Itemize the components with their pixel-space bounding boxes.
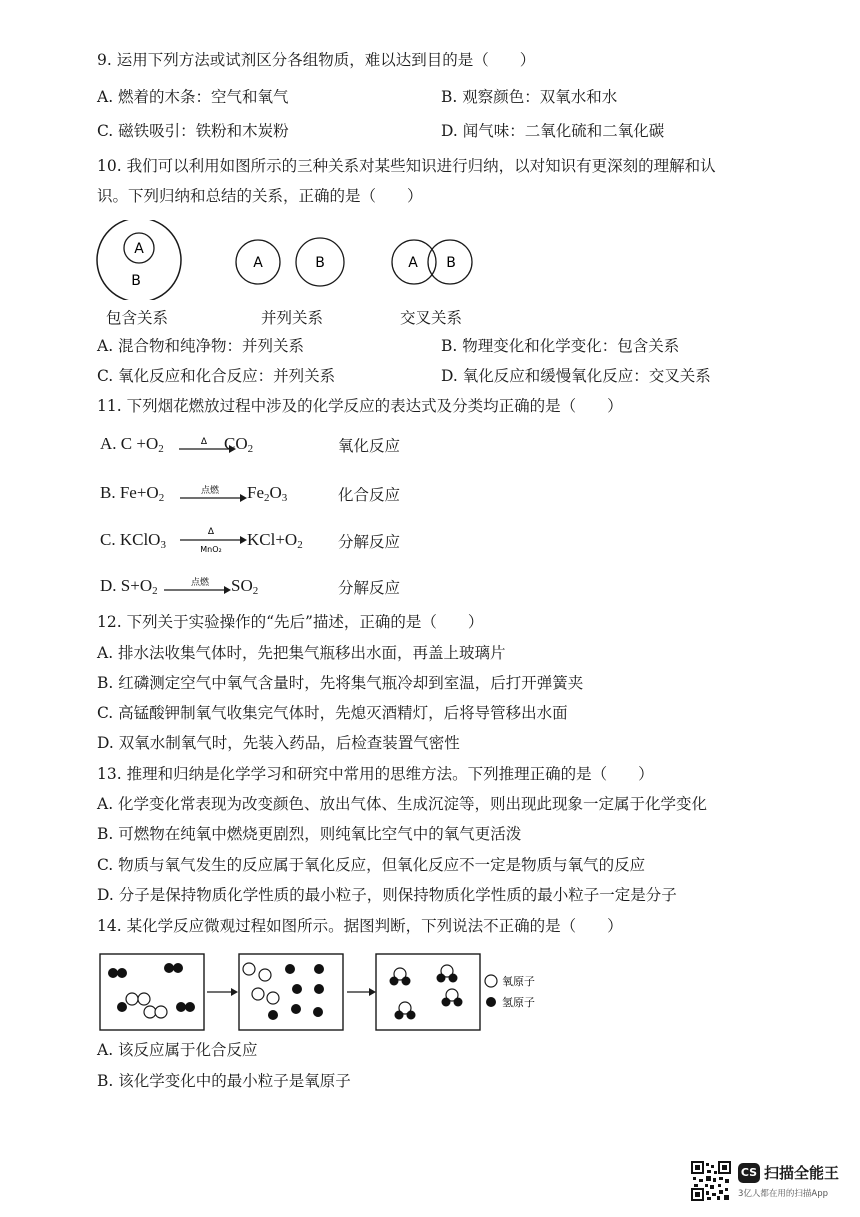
legend-hydrogen-icon [486, 997, 496, 1007]
q11-d-condition: 点燃 [190, 578, 210, 588]
q12-option-b: B. 红磷测定空气中氧气含量时，先将集气瓶冷却到室温，后打开弹簧夹 [97, 674, 584, 692]
intersect-label-a: A [408, 255, 418, 271]
hydrogen-atom [176, 1002, 186, 1012]
hydrogen-atom [292, 984, 302, 994]
q11-c-catalyst: MnO₂ [200, 545, 222, 554]
reaction-arrowhead-1 [231, 988, 238, 996]
hydrogen-atom [291, 1004, 301, 1014]
q11-b-condition: 点燃 [200, 486, 220, 496]
oxygen-atom [252, 988, 264, 1000]
q13-option-a: A. 化学变化常表现为改变颜色、放出气体、生成沉淀等，则出现此现象一定属于化学变化 [97, 795, 708, 813]
q9-stem: 9. 运用下列方法或试剂区分各组物质，难以达到目的是（ ） [97, 51, 536, 69]
q11-c-arrow [178, 522, 248, 556]
legend-oxygen-label: 氧原子 [502, 975, 535, 988]
oxygen-atom [138, 993, 150, 1005]
oxygen-atom [126, 993, 138, 1005]
q12-stem: 12. 下列关于实验操作的“先后”描述，正确的是（ ） [97, 613, 484, 631]
qr-code-icon [691, 1161, 731, 1201]
hydrogen-atom [117, 968, 127, 978]
q11-c-reactants: KClO [119, 530, 161, 549]
q13-stem: 13. 推理和归纳是化学学习和研究中常用的思维方法。下列推理正确的是（ ） [97, 765, 654, 783]
q11-d-reactants: S+O [120, 576, 153, 595]
q11-d-products [231, 576, 258, 597]
q11-a-type: 氧化反应 [338, 437, 401, 455]
parallel-label-a: A [253, 255, 263, 271]
q11-b-products-formula2: O [269, 483, 282, 502]
q14-reaction-diagram [97, 950, 567, 1040]
q10-option-b: B. 物理变化和化学变化：包含关系 [441, 337, 680, 355]
hydrogen-atom [108, 968, 118, 978]
q11-b-reactants: Fe+O [119, 483, 159, 502]
q11-b-products [247, 483, 287, 504]
q11-a-letter: A. [100, 434, 117, 453]
hydrogen-atom [164, 963, 174, 973]
camscanner-brand-name: 扫描全能王 [764, 1164, 840, 1182]
q11-b-reactants-sub: 2 [158, 492, 165, 504]
q10-caption-intersect: 交叉关系 [400, 309, 463, 327]
q10-caption-inclusion: 包含关系 [106, 309, 169, 327]
q13-option-d: D. 分子是保持物质化学性质的最小粒子，则保持物质化学性质的最小粒子一定是分子 [97, 886, 677, 904]
hydrogen-atom [268, 1010, 278, 1020]
intersect-label-b: B [446, 255, 456, 271]
q11-c-reactants-sub: 3 [160, 539, 166, 551]
q9-option-a: A. 燃着的木条：空气和氧气 [97, 88, 289, 106]
q11-b-type: 化合反应 [338, 486, 401, 504]
q12-option-d: D. 双氧水制氧气时，先装入药品，后检查装置气密性 [97, 734, 460, 752]
q11-d-letter: D. [100, 576, 117, 595]
q10-option-c: C. 氧化反应和化合反应：并列关系 [97, 367, 336, 385]
q11-b-letter: B. [100, 483, 116, 502]
q11-equation-b [100, 483, 164, 504]
oxygen-atom [259, 969, 271, 981]
q11-a-products [224, 434, 253, 455]
q11-equation-d [100, 576, 158, 597]
water-molecule [437, 965, 458, 983]
q11-a-condition: Δ [200, 437, 208, 447]
q12-option-a: A. 排水法收集气体时，先把集气瓶移出水面，再盖上玻璃片 [97, 644, 506, 662]
reactants-box [100, 954, 204, 1030]
q11-equation-a [100, 434, 164, 455]
q11-equation-c [100, 530, 166, 551]
q10-stem-line2: 识。下列归纳和总结的关系，正确的是（ ） [97, 187, 423, 205]
legend-hydrogen-label: 氢原子 [502, 996, 535, 1009]
q9-option-c: C. 磁铁吸引：铁粉和木炭粉 [97, 122, 289, 140]
q14-option-a: A. 该反应属于化合反应 [97, 1041, 258, 1059]
q11-a-products-sub: 2 [247, 443, 254, 455]
camscanner-tagline: 3亿人都在用的扫描App [738, 1189, 829, 1199]
hydrogen-atom [285, 964, 295, 974]
q10-caption-parallel: 并列关系 [261, 309, 324, 327]
q11-d-products-formula: SO [231, 576, 253, 595]
q14-option-b: B. 该化学变化中的最小粒子是氧原子 [97, 1072, 351, 1090]
hydrogen-atom [185, 1002, 195, 1012]
water-molecule [395, 1002, 416, 1020]
oxygen-atom [155, 1006, 167, 1018]
hydrogen-atom [173, 963, 183, 973]
q9-option-d: D. 闻气味：二氧化硫和二氧化碳 [441, 122, 665, 140]
parallel-label-b: B [315, 255, 325, 271]
hydrogen-atom [314, 964, 324, 974]
q11-c-products-formula: KCl+O [247, 530, 298, 549]
water-molecule [390, 968, 411, 986]
q13-option-b: B. 可燃物在纯氧中燃烧更剧烈，则纯氧比空气中的氧气更活泼 [97, 825, 522, 843]
oxygen-atom [267, 992, 279, 1004]
q11-b-products-formula: Fe [247, 483, 264, 502]
products-box [376, 954, 480, 1030]
q11-a-reactants-sub: 2 [158, 443, 164, 455]
q11-a-products-formula: CO [224, 434, 248, 453]
inclusion-label-a: A [134, 241, 144, 257]
q11-d-products-sub: 2 [252, 585, 259, 597]
oxygen-atom [144, 1006, 156, 1018]
q9-option-b: B. 观察颜色：双氧水和水 [441, 88, 618, 106]
reaction-arrowhead-2 [369, 988, 376, 996]
legend-oxygen-icon [485, 975, 497, 987]
hydrogen-atom [314, 984, 324, 994]
q11-c-products [247, 530, 303, 551]
hydrogen-atom [117, 1002, 127, 1012]
q11-c-type: 分解反应 [338, 533, 401, 551]
q11-a-reactants: C +O [120, 434, 159, 453]
q11-d-reactants-sub: 2 [152, 585, 158, 597]
q11-d-arrow [162, 575, 232, 597]
q13-option-c: C. 物质与氧气发生的反应属于氧化反应，但氧化反应不一定是物质与氧气的反应 [97, 856, 646, 874]
hydrogen-atom [313, 1007, 323, 1017]
water-molecule [442, 989, 463, 1007]
camscanner-badge: CS [738, 1163, 760, 1183]
q10-option-a: A. 混合物和纯净物：并列关系 [97, 337, 305, 355]
q11-b-products-sub2: 3 [281, 492, 288, 504]
q11-b-products-sub1: 2 [264, 492, 270, 504]
q10-relation-figure [95, 220, 475, 300]
q10-option-d: D. 氧化反应和缓慢氧化反应：交叉关系 [441, 367, 711, 385]
q11-stem: 11. 下列烟花燃放过程中涉及的化学反应的表达式及分类均正确的是（ ） [97, 397, 623, 415]
q14-stem: 14. 某化学反应微观过程如图所示。据图判断，下列说法不正确的是（ ） [97, 917, 623, 935]
inclusion-label-b: B [131, 273, 141, 289]
q11-b-arrow [178, 483, 248, 505]
q11-c-condition: Δ [207, 527, 215, 537]
q11-c-letter: C. [100, 530, 116, 549]
q12-option-c: C. 高锰酸钾制氧气收集完气体时，先熄灭酒精灯，后将导管移出水面 [97, 704, 568, 722]
q11-d-type: 分解反应 [338, 579, 401, 597]
q11-c-products-sub: 2 [297, 539, 303, 551]
q10-stem-line1: 10. 我们可以利用如图所示的三种关系对某些知识进行归纳，以对知识有更深刻的理解和认 [97, 157, 716, 175]
oxygen-atom [243, 963, 255, 975]
